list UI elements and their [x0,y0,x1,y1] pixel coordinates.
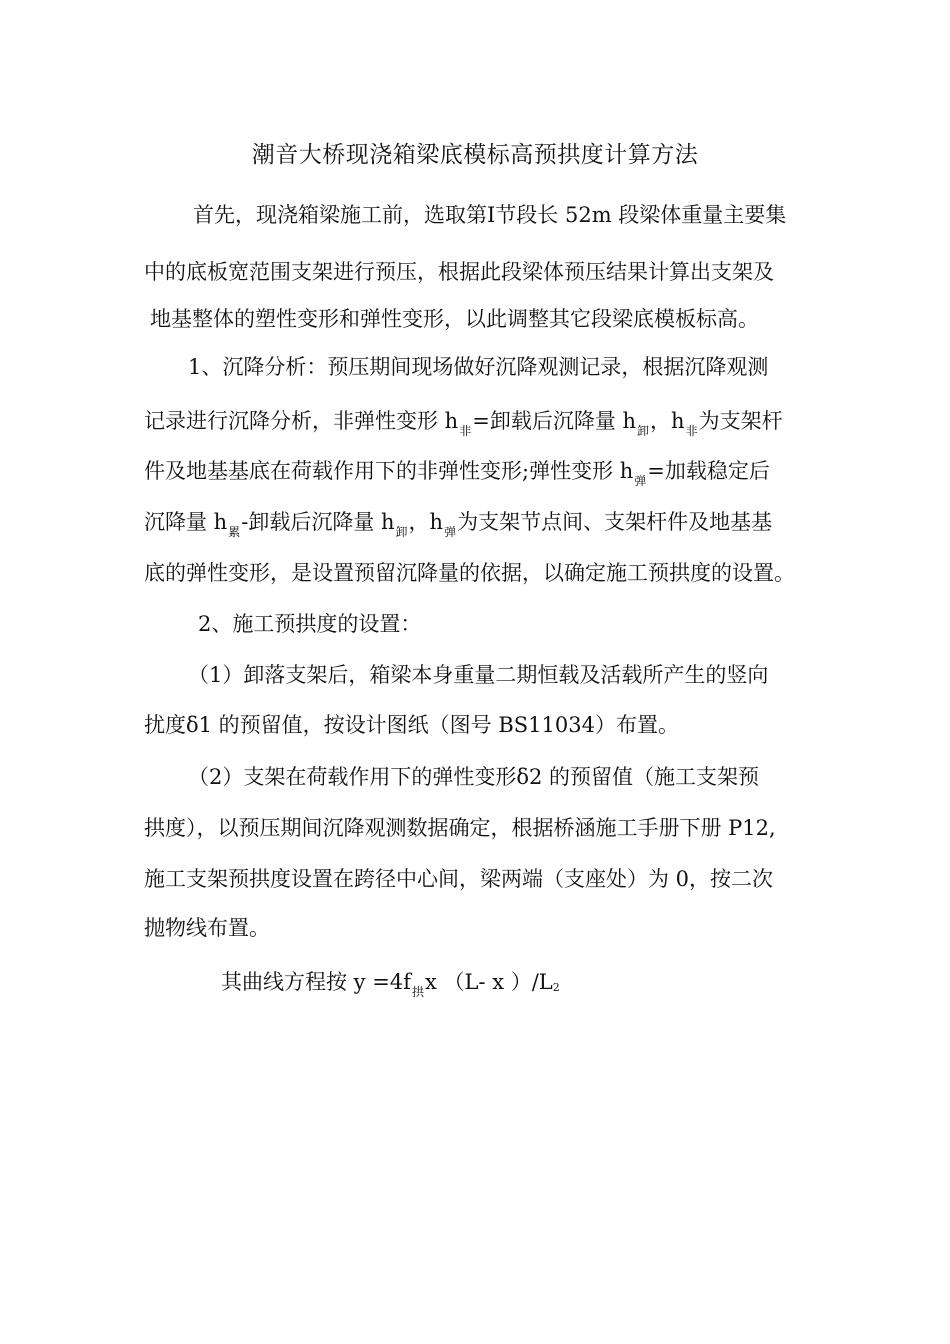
formula-subscript: 拱 [411,985,424,999]
formula-text: 其曲线方程按 y =4f [221,970,411,994]
text-run: 沉降量 h [144,510,228,534]
text-run: =卸载后沉降量 h [472,409,637,433]
subscript: 非 [685,424,698,438]
intro-line-2: 中的底板宽范围支架进行预压，根据此段梁体预压结果计算出支架及 [144,260,774,284]
item1-line-2: 扰度δ1 的预留值，按设计图纸（图号 BS11034）布置。 [144,713,679,737]
formula-text: x （L- x ）/L [424,970,553,994]
text-run: -卸载后沉降量 h [241,510,395,534]
subscript: 非 [459,424,472,438]
subscript: 弹 [634,474,647,488]
text-run: 为支架节点间、支架杆件及地基基 [457,510,773,534]
intro-line-1: 首先，现浇箱梁施工前，选取第Ⅰ节段长 52m 段梁体重量主要集 [193,203,787,227]
curve-formula [221,967,891,1001]
section1-line-5: 底的弹性变形，是设置预留沉降量的依据，以确定施工预拱度的设置。 [144,561,795,585]
item2-line-4: 抛物线布置。 [144,916,270,940]
section1-line-2 [144,406,814,439]
subscript: 累 [228,525,241,539]
subscript: 卸 [637,424,650,438]
text-run: ，h [650,409,685,433]
text-run: ，h [408,510,444,534]
section1-line-3 [144,456,814,489]
section2-heading: 2、施工预拱度的设置： [198,612,422,636]
subscript: 卸 [395,525,408,539]
item2-line-1: （2）支架在荷载作用下的弹性变形δ2 的预留值（施工支架预 [188,765,760,789]
intro-line-3: 地基整体的塑性变形和弹性变形，以此调整其它段梁底模板标高。 [150,307,759,331]
subscript: 弹 [444,525,457,539]
section1-line-4 [144,507,814,540]
text-run: =加载稳定后 [647,459,770,483]
text-run: 件及地基基底在荷载作用下的非弹性变形;弹性变形 h [144,459,634,483]
document-title: 潮音大桥现浇箱梁底模标高预拱度计算方法 [251,142,699,168]
text-run: 记录进行沉降分析，非弹性变形 h [144,409,459,433]
item2-line-3: 施工支架预拱度设置在跨径中心间，梁两端（支座处）为 0，按二次 [144,867,774,891]
item2-line-2: 拱度），以预压期间沉降观测数据确定，根据桥涵施工手册下册 P12, [144,816,776,840]
section1-line-1: 1、沉降分析：预压期间现场做好沉降观测记录，根据沉降观测 [188,355,769,379]
item1-line-1: （1）卸落支架后，箱梁本身重量二期恒载及活载所产生的竖向 [188,663,769,687]
text-run: 为支架杆 [698,409,783,433]
formula-exponent: 2 [552,981,560,994]
